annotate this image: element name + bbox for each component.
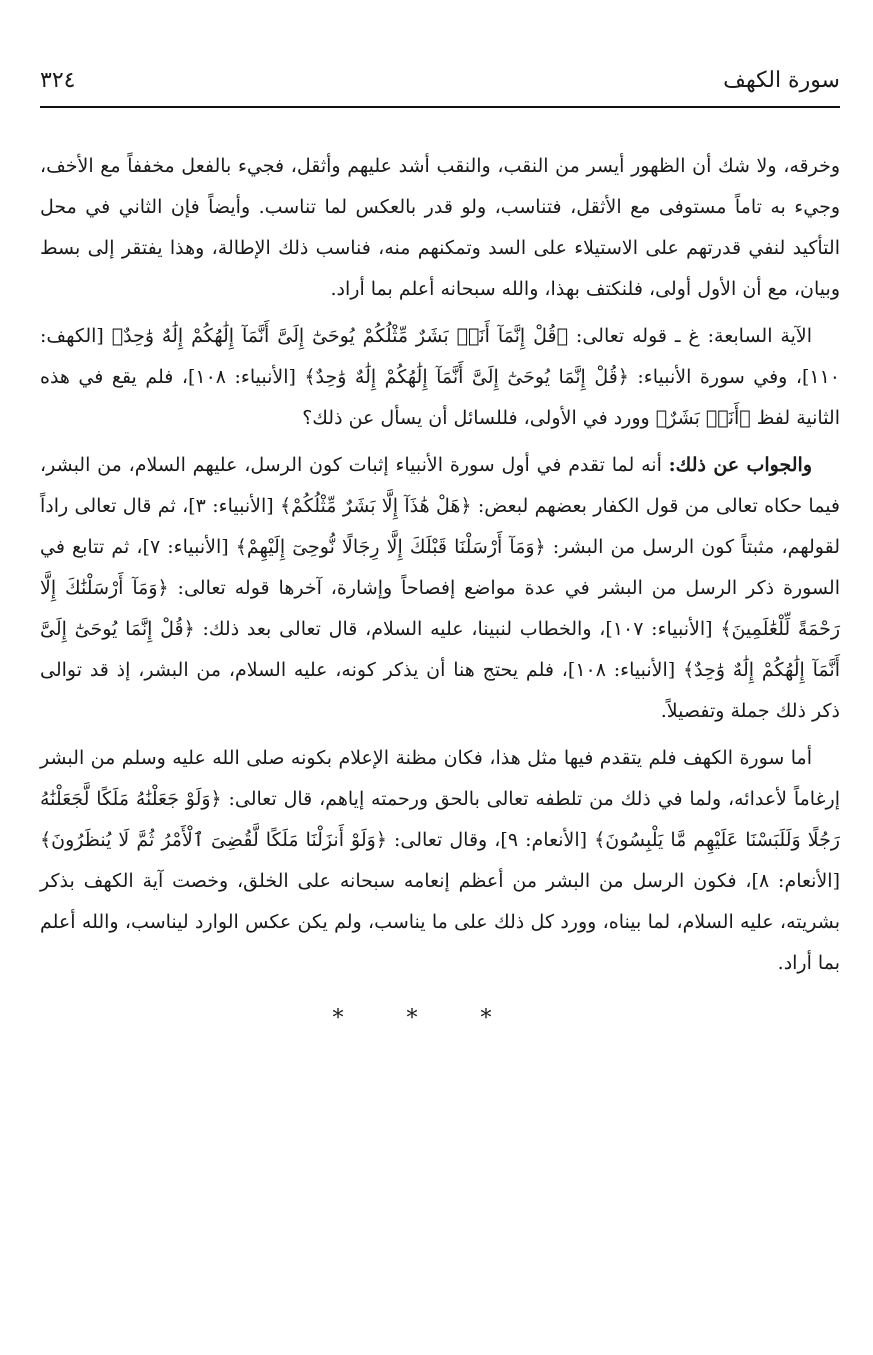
page-number: ٣٢٤ <box>40 67 76 93</box>
body-text <box>40 146 840 1039</box>
section-separator: * * * <box>332 1006 520 1031</box>
header-rule <box>40 106 840 108</box>
paragraph-1-text: وخرقه، ولا شك أن الظهور أيسر من النقب، والنقب أشد عليهم وأثقل، فجيء بالفعل مخففاً مع الأخف، وجيء به تاماً مستوفى مع الأثقل، فتناسب، ولو قدر بالعكس لما تناسب. وأيضاً فإن الثاني في محل التأكيد لنفي قدرتهم على الاستيلاء على السد وتمكنهم منه، فناسب ذلك الإطالة، وهذا يفتقر إلى بسط وبيان، مع أن الأول أولى، فلنكتف بهذا، والله سبحانه أعلم بما أراد. <box>40 155 840 300</box>
paragraph-4 <box>40 738 840 984</box>
paragraph-3-lead: والجواب عن ذلك: <box>668 454 812 476</box>
paragraph-2 <box>40 316 840 439</box>
paragraph-1 <box>40 146 840 310</box>
running-title: سورة الكهف <box>723 67 840 93</box>
page <box>40 0 840 1355</box>
paragraph-4-text: أما سورة الكهف فلم يتقدم فيها مثل هذا، فكان مظنة الإعلام بكونه صلى الله عليه وسلم من البشر إرغاماً لأعدائه، ولما في ذلك من تلطفه تعالى بالحق ورحمته إياهم، قال تعالى: ﴿وَلَوْ جَعَلْنَٰهُ مَلَكًا لَّجَعَلْنَٰهُ رَجُلًا وَلَلَبَسْنَا عَلَيْهِم مَّا يَلْبِسُونَ﴾ [الأنعام: ٩]، وقال تعالى: ﴿وَلَوْ أَنزَلْنَا مَلَكًا لَّقُضِىَ ٱلْأَمْرُ ثُمَّ لَا يُنظَرُونَ﴾ [الأنعام: ٨]، فكون الرسل من البشر من أعظم إنعامه سبحانه على الخلق، وخصت آية الكهف بذكر بشريته، عليه السلام، لما بيناه، وورد كل ذلك على ما يناسب، ولم يكن عكس الوارد ليناسب، والله أعلم بما أراد. <box>40 747 840 974</box>
page-header <box>40 62 840 98</box>
paragraph-3-text: أنه لما تقدم في أول سورة الأنبياء إثبات كون الرسل، عليهم السلام، من البشر، فيما حكاه تعالى من قول الكفار بعضهم لبعض: ﴿هَلْ هَٰذَآ إِلَّا بَشَرٌ مِّثْلُكُمْ﴾ [الأنبياء: ٣]، ثم قال تعالى راداً لقولهم، مثبتاً كون الرسل من البشر: ﴿وَمَآ أَرْسَلْنَا قَبْلَكَ إِلَّا رِجَالًا نُّوحِىٓ إِلَيْهِمْ﴾ [الأنبياء: ٧]، ثم تتابع في السورة ذكر الرسل من البشر في عدة مواضع إفصاحاً وإشارة، آخرها قوله تعالى: ﴿وَمَآ أَرْسَلْنَٰكَ إِلَّا رَحْمَةً لِّلْعَٰلَمِينَ﴾ [الأنبياء: ١٠٧]، والخطاب لنبينا، عليه السلام، قال تعالى بعد ذلك: ﴿قُلْ إِنَّمَا يُوحَىٰٓ إِلَىَّ أَنَّمَآ إِلَٰهُكُمْ إِلَٰهٌ وَٰحِدٌ﴾ [الأنبياء: ١٠٨]، فلم يحتج هنا أن يذكر كونه، عليه السلام، من البشر، إذ قد توالى ذكر ذلك جملة وتفصيلاً. <box>40 454 841 722</box>
paragraph-2-text: الآية السابعة: غ ـ قوله تعالى: ﴿قُلْ إِنَّمَآ أَنَا۠ بَشَرٌ مِّثْلُكُمْ يُوحَىٰٓ إِلَىَّ أَنَّمَآ إِلَٰهُكُمْ إِلَٰهٌ وَٰحِدٌ﴾ [الكهف: ١١٠]، وفي سورة الأنبياء: ﴿قُلْ إِنَّمَا يُوحَىٰٓ إِلَىَّ أَنَّمَآ إِلَٰهُكُمْ إِلَٰهٌ وَٰحِدٌ﴾ [الأنبياء: ١٠٨]، فلم يقع في هذه الثانية لفظ ﴿أَنَا۠ بَشَرٌ﴾ وورد في الأولى، فللسائل أن يسأل عن ذلك؟ <box>40 325 840 429</box>
paragraph-3 <box>40 445 840 732</box>
